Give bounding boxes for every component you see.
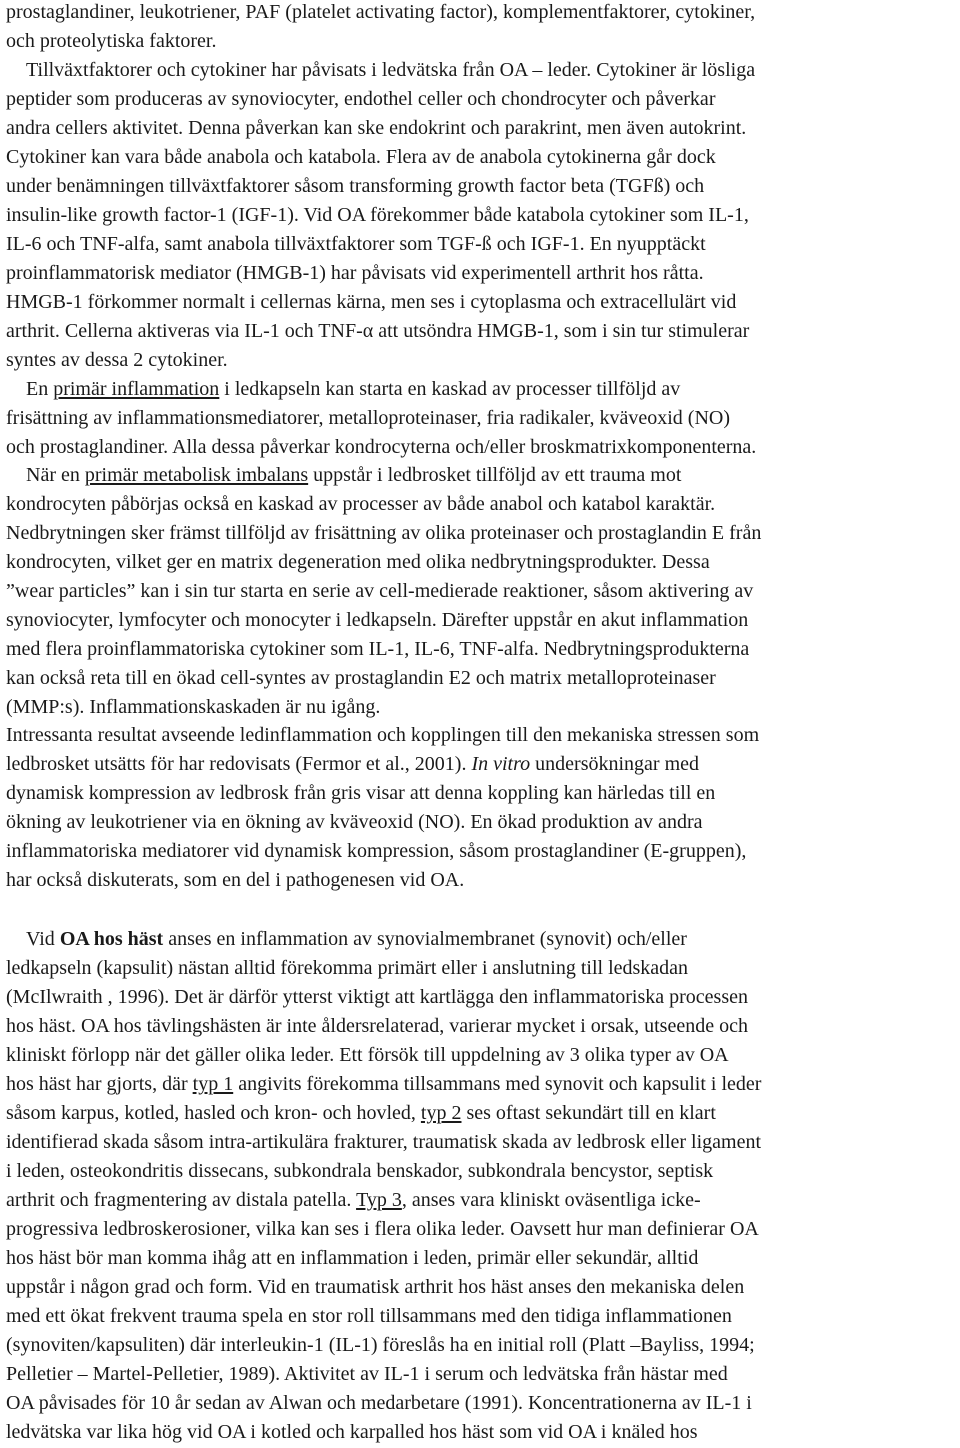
text-line [6,1072,761,1096]
text-segment: , anses vara kliniskt oväsentliga icke- [401,1189,701,1211]
text-line: syntes av dessa 2 cytokiner. [6,349,228,371]
underlined-term: primär metabolisk imbalans [84,464,309,486]
text-line [6,1188,701,1212]
text-line: i leden, osteokondritis dissecans, subkondrala benskador, subkondrala bencystor, septisk [6,1160,714,1182]
text-line [6,752,699,776]
text-line: proinflammatorisk mediator (HMGB-1) har påvisats vid experimentell arthrit hos råtta. [6,262,704,284]
text-line: arthrit. Cellerna aktiveras via IL-1 och TNF-α att utsöndra HMGB-1, som i sin tur stimulerar [6,320,750,342]
text-line: ”wear particles” kan i sin tur starta en serie av cell-medierade reaktioner, såsom aktivering av [6,580,754,602]
text-line: kliniskt förlopp när det gäller olika leder. Ett försök till uppdelning av 3 olika typer av OA [6,1044,729,1066]
text-segment: En [26,378,54,400]
text-line: kondrocyten, vilket ger en matrix degeneration med olika nedbrytningsprodukter. Dessa [6,551,710,573]
text-line: (synoviten/kapsuliten) där interleukin-1 (IL-1) föreslås ha en initial roll (Platt –Bayliss, 1994; [6,1334,755,1356]
text-line: (MMP:s). Inflammationskaskaden är nu igång. [6,696,381,718]
text-line: Tillväxtfaktorer och cytokiner har påvisats i ledvätska från OA – leder. Cytokiner är lösliga [26,59,756,81]
text-line [26,463,681,487]
text-segment: angivits förekomma tillsammans med synovit och kapsulit i leder [233,1073,762,1095]
text-segment: ses oftast sekundärt till en klart [461,1102,716,1124]
text-segment: hos häst har gjorts, där [6,1073,193,1095]
text-segment: Vid [26,928,60,950]
text-line: under benämningen tillväxtfaktorer såsom transforming growth factor beta (TGFß) och [6,175,705,197]
bold-term: OA hos häst [59,928,164,950]
text-line: hos häst bör man komma ihåg att en inflammation i leden, primär eller sekundär, alltid [6,1247,699,1269]
text-line: peptider som produceras av synoviocyter, endothel celler och chondrocyter och påverkar [6,88,716,110]
underlined-term: typ 2 [420,1102,462,1124]
underlined-term: primär inflammation [53,378,220,400]
text-segment: När en [26,464,85,486]
text-line: insulin-like growth factor-1 (IGF-1). Vid OA förekommer både katabola cytokiner som IL-1, [6,204,749,226]
underlined-term: Typ 3 [356,1189,402,1211]
text-line: har också diskuterats, som en del i pathogenesen vid OA. [6,869,465,891]
text-line: IL-6 och TNF-alfa, samt anabola tillväxtfaktorer som TGF-ß och IGF-1. En nyupptäckt [6,233,706,255]
text-line [26,377,680,401]
text-segment: anses en inflammation av synovialmembranet (synovit) och/eller [163,928,687,950]
text-line: synoviocyter, lymfocyter och monocyter i ledkapseln. Därefter uppstår en akut inflammation [6,609,749,631]
text-segment: ledbrosket utsätts för har redovisats (Fermor et al., 2001). [6,753,472,775]
text-segment: i ledkapseln kan starta en kaskad av processer tillföljd av [219,378,681,400]
underlined-term: typ 1 [192,1073,234,1095]
text-line: frisättning av inflammationsmediatorer, metalloproteinaser, fria radikaler, kväveoxid (NO) [6,407,731,429]
text-line: HMGB-1 förkommer normalt i cellernas kärna, men ses i cytoplasma och extracellulärt vid [6,291,737,313]
text-line: Cytokiner kan vara både anabola och katabola. Flera av de anabola cytokinerna går dock [6,146,716,168]
text-line: med ett ökat frekvent trauma spela en stor roll tillsammans med den tidiga inflammationen [6,1305,732,1327]
text-segment: undersökningar med [530,753,700,775]
text-line: identifierad skada såsom intra-artikulära frakturer, traumatisk skada av ledbrosk eller ligament [6,1131,762,1153]
text-line [26,927,687,951]
text-segment: såsom karpus, kotled, hasled och kron- och hovled, [6,1102,421,1124]
text-line: kondrocyten påbörjas också en kaskad av processer av både anabol och katabol karaktär. [6,493,716,515]
text-line: Pelletier – Martel-Pelletier, 1989). Aktivitet av IL-1 i serum och ledvätska från hästar med [6,1363,728,1385]
text-line: OA påvisades för 10 år sedan av Alwan och medarbetare (1991). Koncentrationerna av IL-1 i [6,1392,752,1414]
text-line: hos häst. OA hos tävlingshästen är inte åldersrelaterad, varierar mycket i orsak, utseende och [6,1015,748,1037]
text-line: och prostaglandiner. Alla dessa påverkar kondrocyterna och/eller broskmatrixkomponenterna. [6,436,757,458]
text-line: Nedbrytningen sker främst tillföljd av frisättning av olika proteinaser och prostaglandin E från [6,522,762,544]
text-line: och proteolytiska faktorer. [6,30,217,52]
text-line: prostaglandiner, leukotriener, PAF (platelet activating factor), komplementfaktorer, cytokiner, [6,1,756,23]
text-line: kan också reta till en ökad cell-syntes av prostaglandin E2 och matrix metalloproteinaser [6,667,716,689]
text-line: (McIlwraith , 1996). Det är därför ytterst viktigt att kartlägga den inflammatoriska processen [6,986,748,1008]
text-line: inflammatoriska mediatorer vid dynamisk kompression, såsom prostaglandiner (E-gruppen), [6,840,747,862]
text-line: med flera proinflammatoriska cytokiner som IL-1, IL-6, TNF-alfa. Nedbrytningsprodukterna [6,638,750,660]
text-line: ökning av leukotriener via en ökning av kväveoxid (NO). En ökad produktion av andra [6,811,703,833]
text-line: uppstår i någon grad och form. Vid en traumatisk arthrit hos häst anses den mekaniska delen [6,1276,745,1298]
italic-term: In vitro [471,753,531,775]
text-line: progressiva ledbroskerosioner, vilka kan ses i flera olika leder. Oavsett hur man definierar OA [6,1218,759,1240]
text-line: ledkapseln (kapsulit) nästan alltid förekomma primärt eller i anslutning till ledskadan [6,957,689,979]
text-line: dynamisk kompression av ledbrosk från gris visar att denna koppling kan härledas till en [6,782,716,804]
text-segment: uppstår i ledbrosket tillföljd av ett trauma mot [308,464,682,486]
text-line [6,1101,716,1125]
text-line: Intressanta resultat avseende ledinflammation och kopplingen till den mekaniska stressen som [6,724,760,746]
text-line: andra cellers aktivitet. Denna påverkan kan ske endokrint och parakrint, men även autokrint. [6,117,747,139]
text-segment: arthrit och fragmentering av distala patella. [6,1189,357,1211]
text-line: ledvätska var lika hög vid OA i kotled och karpalled hos häst som vid OA i knäled hos [6,1421,698,1443]
